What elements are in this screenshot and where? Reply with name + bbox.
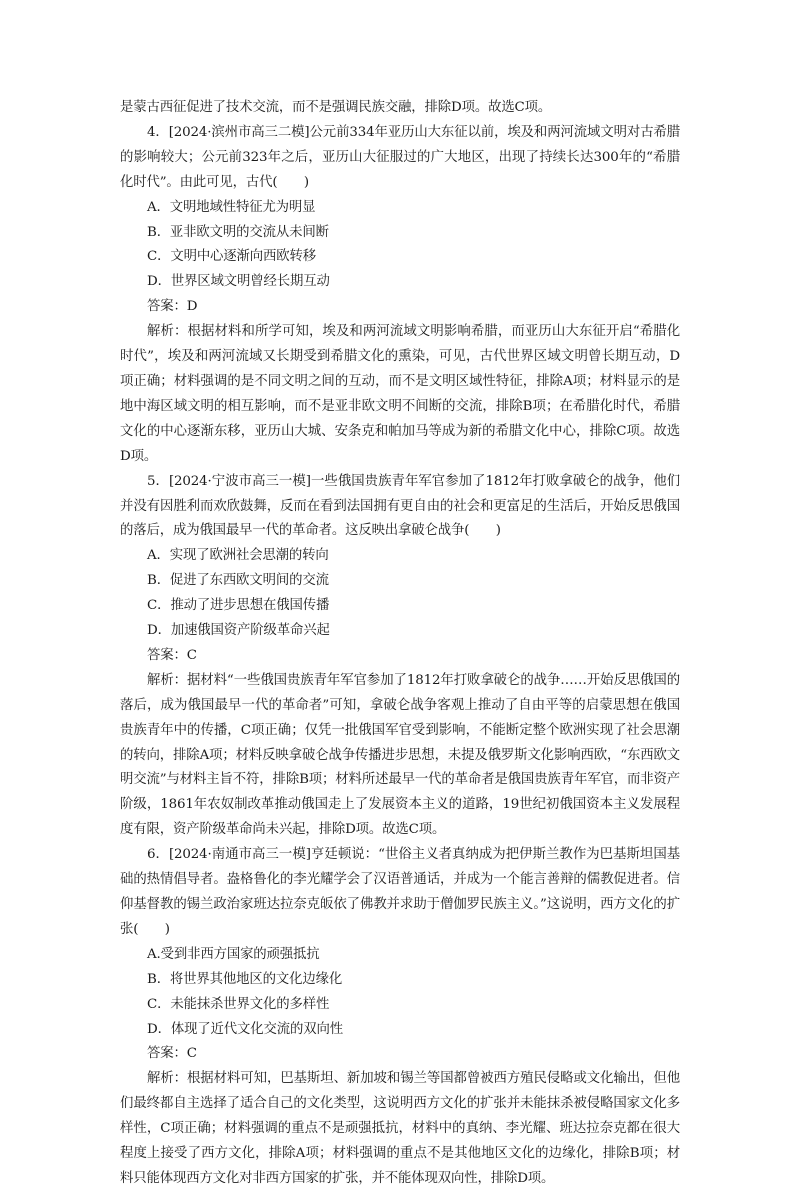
analysis: 解析：根据材料可知，巴基斯坦、新加坡和锡兰等国都曾被西方殖民侵略或文化输出，但他们最终都自主选择了适合自己的文化类型，这说明西方文化的扩张并未能抹杀被侵略国家文化多样性，C项正确；材料强调的重点不是顽强抵抗，材料中的真纳、李光耀、班达拉奈克都在很大程度上接受了西方文化，排除A项；材料强调的重点不是其他地区文化的边缘化，排除B项；材料只能体现西方文化对非西方国家的扩张，并不能体现双向性，排除D项。	[120, 1071, 680, 1186]
option-d: D．世界区域文明曾经长期互动	[147, 274, 330, 290]
answer: 答案：C	[147, 1046, 197, 1062]
document-page	[120, 96, 680, 1192]
question-stem: 6．[2024·南通市高三一模]亨廷顿说：“世俗主义者真纳成为把伊斯兰教作为巴基斯坦国基础的热情倡导者。盎格鲁化的李光耀学会了汉语普通话，并成为一个能言善辩的儒教促进者。信仰基督教的锡兰政治家班达拉奈克皈依了佛教并求助于僧伽罗民族主义。”这说明，西方文化的扩张( )	[120, 847, 680, 937]
question-stem: 5．[2024·宁波市高三一模]一些俄国贵族青年军官参加了1812年打败拿破仑的战争，他们并没有因胜利而欢欣鼓舞，反而在看到法国拥有更自由的社会和更富足的生活后，开始反思俄国的落后，成为俄国最早一代的革命者。这反映出拿破仑战争( )	[120, 473, 680, 539]
analysis: 解析：据材料“一些俄国贵族青年军官参加了1812年打败拿破仑的战争……开始反思俄国的落后，成为俄国最早一代的革命者”可知，拿破仑战争客观上推动了自由平等的启蒙思想在俄国贵族青年中的传播，C项正确；仅凭一批俄国军官受到影响，不能断定整个欧洲实现了社会思潮的转向，排除A项；材料反映拿破仑战争传播进步思想，未提及俄罗斯文化影响西欧，“东西欧文明交流”与材料主旨不符，排除B项；材料所述最早一代的革命者是俄国贵族青年军官，而非资产阶级，1861年农奴制改革推动俄国走上了发展资本主义的道路，19世纪初俄国资本主义发展程度有限，资产阶级革命尚未兴起，排除D项。故选C项。	[120, 672, 680, 838]
option-c: C．推动了进步思想在俄国传播	[147, 598, 330, 614]
option-b: B．促进了东西欧文明间的交流	[147, 573, 329, 589]
option-b: B．亚非欧文明的交流从未间断	[147, 224, 329, 240]
option-c: C．未能抹杀世界文化的多样性	[147, 996, 330, 1012]
question-6	[120, 843, 680, 1192]
answer: 答案：C	[147, 647, 197, 663]
analysis: 解析：根据材料和所学可知，埃及和两河流域文明影响希腊，而亚历山大东征开启“希腊化时代”，埃及和两河流域又长期受到希腊文化的熏染，可见，古代世界区域文明曾长期互动，D项正确；材料强调的是不同文明之间的互动，而不是文明区域性特征，排除A项；材料显示的是地中海区域文明的相互影响，而不是亚非欧文明不间断的交流，排除B项；在希腊化时代，希腊文化的中心逐渐东移，亚历山大城、安条克和帕加马等成为新的希腊文化中心，排除C项。故选D项。	[120, 324, 680, 464]
option-a: A．文明地域性特征尤为明显	[147, 199, 316, 215]
option-c: C．文明中心逐渐向西欧转移	[147, 249, 316, 265]
question-stem: 4．[2024·滨州市高三二模]公元前334年亚历山大东征以前，埃及和两河流域文明对古希腊的影响较大；公元前323年之后，亚历山大征服过的广大地区，出现了持续长达300年的“希腊化时代”。由此可见，古代( )	[120, 124, 680, 190]
question-4	[120, 121, 680, 470]
previous-analysis-tail: 是蒙古西征促进了技术交流，而不是强调民族交融，排除D项。故选C项。	[120, 100, 552, 115]
option-d: D．加速俄国资产阶级革命兴起	[147, 623, 330, 639]
option-b: B．将世界其他地区的文化边缘化	[147, 971, 343, 987]
answer: 答案：D	[147, 299, 198, 315]
option-d: D．体现了近代文化交流的双向性	[147, 1021, 343, 1037]
option-a: A．实现了欧洲社会思潮的转向	[147, 548, 329, 564]
option-a: A.受到非西方国家的顽强抵抗	[147, 946, 320, 962]
question-5	[120, 470, 680, 844]
